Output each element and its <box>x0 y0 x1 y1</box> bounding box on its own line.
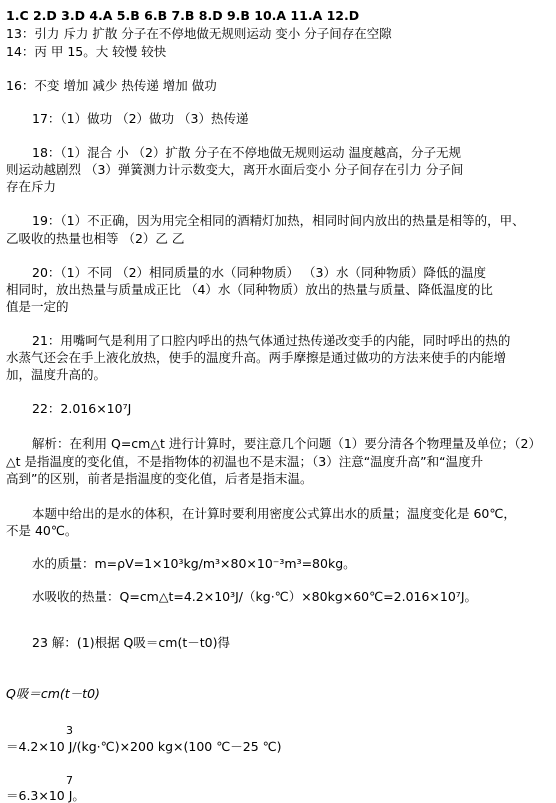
answer-20-line2: 相同时，放出热量与质量成正比 （4）水（同种物质）放出的热量与质量、降低温度的比 <box>6 282 493 297</box>
answer-18-line2: 则运动越剧烈 （3）弹簧测力计示数变大，离开水面后变小 分子间存在引力 分子间 <box>6 162 464 177</box>
q23-calculation: ＝4.2×10 J/(kg·℃)×200 kg×(100 ℃－25 ℃) <box>6 739 282 754</box>
note-line1: 本题中给出的是水的体积，在计算时要利用密度公式算出水的质量；温度变化是 60℃， <box>32 506 516 521</box>
mc-answers: 1.C 2.D 3.D 4.A 5.B 6.B 7.B 8.D 9.B 10.A 11.A 12.D <box>6 8 360 23</box>
q23-exponent-2: 7 <box>66 774 73 787</box>
q23-result: ＝6.3×10 J。 <box>6 788 85 803</box>
answer-14-15: 14：丙 甲 15。大 较慢 较快 <box>6 44 167 59</box>
water-heat: 水吸收的热量：Q=cm△t=4.2×10³J/（kg·℃）×80kg×60℃=2.016×10⁷J。 <box>32 589 478 604</box>
answer-22: 22：2.016×10⁷J <box>32 401 132 416</box>
answer-20-line1: 20：（1）不同 （2）相同质量的水（同种物质） （3）水（同种物质）降低的温度 <box>32 265 486 280</box>
answer-20-line3: 值是一定的 <box>6 299 69 314</box>
answer-19-line1: 19：（1）不正确，因为用完全相同的酒精灯加热，相同时间内放出的热量是相等的，甲、 <box>32 213 525 228</box>
answer-16: 16：不变 增加 减少 热传递 增加 做功 <box>6 78 217 93</box>
answer-13: 13：引力 斥力 扩散 分子在不停地做无规则运动 变小 分子间存在空隙 <box>6 26 392 41</box>
answer-18-line1: 18：（1）混合 小 （2）扩散 分子在不停地做无规则运动 温度越高，分子无规 <box>32 145 461 160</box>
answer-17: 17：（1）做功 （2）做功 （3）热传递 <box>32 111 249 126</box>
q23-formula: Q吸＝cm(t－t0) <box>6 686 100 701</box>
answer-21-line1: 21：用嘴呵气是利用了口腔内呼出的热气体通过热传递改变手的内能，同时呼出的热的 <box>32 333 511 348</box>
note-line2: 不是 40℃。 <box>6 523 78 538</box>
analysis-line1: 解析：在利用 Q=cm△t 进行计算时，要注意几个问题（1）要分清各个物理量及单位；（2） <box>32 436 541 451</box>
q23-intro: 23 解：(1)根据 Q吸＝cm(t－t0)得 <box>32 635 230 650</box>
q23-exponent-1: 3 <box>66 724 73 737</box>
answer-18-line3: 存在斥力 <box>6 179 57 194</box>
answer-21-line3: 加，温度升高的。 <box>6 367 107 382</box>
analysis-line3: 高到”的区别，前者是指温度的变化值，后者是指末温。 <box>6 471 313 486</box>
answer-21-line2: 水蒸气还会在手上液化放热，使手的温度升高。两手摩擦是通过做功的方法来使手的内能增 <box>6 350 507 365</box>
analysis-line2: △t 是指温度的变化值，不是指物体的初温也不是末温；（3）注意“温度升高”和“温度升 <box>6 454 484 469</box>
water-mass: 水的质量：m=ρV=1×10³kg/m³×80×10⁻³m³=80kg。 <box>32 556 356 571</box>
answer-19-line2: 乙吸收的热量也相等 （2）乙 乙 <box>6 231 185 246</box>
